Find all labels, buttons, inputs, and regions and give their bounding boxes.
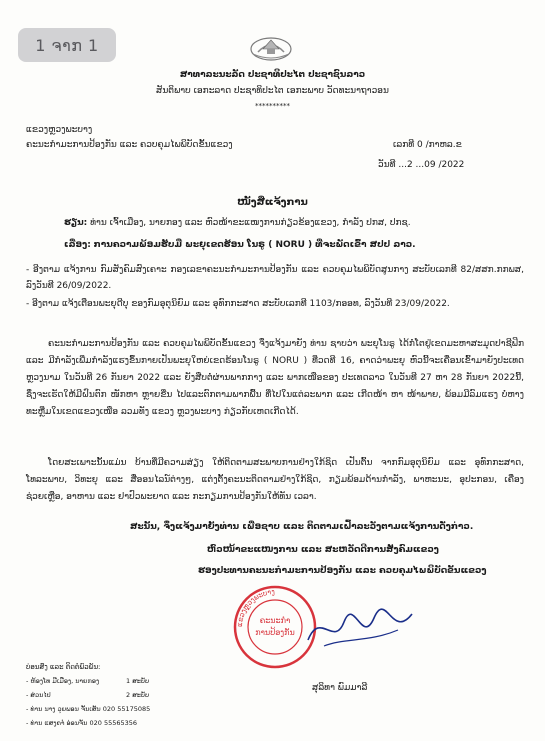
recipient-line — [64, 218, 411, 229]
reference-1: - ອີງຕາມ ແຈ້ງການ ກົມສັງຄົມສົງເຄາະ ກອງເລຂາຄະນະກຳມະການປ້ອງກັນ ແລະ ຄວບຄຸມໄພພິບັດສູນກາງ ສະບັບເລກທີ 82/ສສກ.ກກພສ, ລົງວັນທີ 26/09/2022. — [26, 265, 524, 291]
subject-text: ການຄວາມພ້ອມຮັບມື ພະຍຸເຂດຮ້ອນ ໂນຣູ ( NORU ) ທີ່ຈະພັດເຂົ້າ ສປປ ລາວ. — [93, 240, 416, 250]
document-title: ໜັງສືແຈ້ງການ — [237, 197, 308, 208]
header-motto: ສັນຕິພາບ ເອກະລາດ ປະຊາທິປະໄຕ ເອກະພາບ ວັດທະນາຖາວອນ — [156, 86, 389, 96]
distribution-item: - ສ່ວນໄປ — [26, 691, 51, 699]
signatory-title-2: ຮອງປະທານຄະນະກຳມະການປ້ອງກັນ ແລະ ຄວບຄຸມໄພພິບັດຂັ້ນແຂວງ — [198, 566, 487, 576]
body-paragraph-1: ຄະນະກຳມະການປ້ອງກັນ ແລະ ຄວບຄຸມໄພພິບັດຂັ້ນແຂວງ ຈຶ່ງແຈ້ງມາຍັງ ທ່ານ ຊາບວ່າ ພະຍຸໂນຣູ ໄດ້ກໍ່ໂຕຢູ່ເຂດມະຫາສະມຸດປາຊີຟິກ ແລະ ມີກຳລັງເພີ່ມກຳລັງແຮງຂຶ້ນກາຍເປັນພະຍຸໃຫຍ່ເຂດຮ້ອນໂນຣູ ( NORU ) ທີ່ວດທີ 16, ຄາດວ່າພະຍຸ ຫົວນີ້ຈະເຄື່ອນເຂົ້າມາຍັງປະເທດຫຼວງນາມ ໃນວັນທີ 26 ກັນຍາ 2022 ແລະ ຍັງສືບຕໍ່ຜ່ານພາກກາງ ແລະ ພາກເໜືອຂອງ ປະເທດລາວ ໃນວັນທີ 27 ຫາ 28 ກັນຍາ 2022ນີ້, ຊຶ່ງຈະເຮັດໃຫ້ມີຝົນຕົກ ໜັກຫາ ຫຼາຍຂີ່ນ ໄປແລະຕົກຕາມພາກພື້ນ ທີ່ໄປໃນແຕ່ລະພາກ ແລະ ເກີດໜ້າ ຫາ ໜ້າພາຍ, ພ້ອມມີລົມແຮງ ບໍ່ຫາງທະຫຼີ່ມໃນເຂດແຂວງເໜືອ ລວມທັງ ແຂວງ ຫຼວງພະບາງ ກ່ຽວກັບເຫດເກີດໄດ້. — [26, 339, 524, 417]
page-indicator: 1 ຈາກ 1 — [18, 28, 116, 62]
distribution-item: - ທ່ານ ແສງຄາໍ ອ່ອນຈັນ 020 55565356 — [26, 719, 138, 727]
distribution-item: - ຫ້ອງໂທ ມີເມືອງ, ນາຍກອງ — [26, 677, 100, 685]
header-stars: ********** — [255, 102, 290, 110]
header-country: ສາທາລະນະລັດ ປະຊາທິປະໄຕ ປະຊາຊົນລາວ — [179, 70, 366, 80]
reference-2: - ອີງຕາມ ແຈ້ງເຕືອນພະຍຸດີບຸ ຂອງກົມອຸຕຸນິຍົມ ແລະ ອຸທົກກະສາດ ສະບັບເລກທີ 1103/ກອອທ, ລົງວັນທີ 23/09/2022. — [26, 299, 450, 309]
distribution-item: - ທ່ານ ນາງ ວຸຍພອນ ຈັ້ນເສັນ 020 55175085 — [26, 705, 151, 713]
stamp-ring-text: ແຂວງຫຼວງພະບາງ — [235, 587, 275, 628]
handwritten-signature — [300, 600, 420, 660]
recipient-text: ທ່ານ ເຈົ້າເມືອງ, ນາຍກອງ ແລະ ຫົວໜ້າຂະແໜງການກ່ຽວຂ້ອງແຂວງ, ກຳລັງ ປກສ, ປກຊ. — [90, 218, 411, 228]
subject-label: ເລື່ອງ: — [64, 240, 91, 250]
document-date: ວັນທີ ...2 ...09 /2022 — [378, 160, 465, 170]
body-paragraph-2: ໂດຍສະເພາະນັ້ນແມ່ນ ບ້ານທີ່ມີຄວາມສ່ຽງ ໃຫ້ຕິດຕາມສະພາບການຢ່າງໃກ້ຊິດ ເປັນຕົ້ນ ຈາກກົມອຸຕຸນິຍົມ ແລະ ອຸທົກກະສາດ, ໂທລະພາບ, ວິທະຍຸ ແລະ ສື່ອອນໄລນ໌ຕ່າງໆ, ແຕ່ງຕັ້ງຄະນະຕິດຕາມຢ່າງໃກ້ຊິດ, ກຽມພ້ອມດ້ານກຳລັງ, ພາຫະນະ, ອຸປະກອນ, ເຄື່ອງຊ່ວຍເຫຼືອ, ອາຫານ ແລະ ຢາປົວພະຍາດ ແລະ ກະກຽມການປ້ອງກັນໃຫ້ທັນ ເວລາ. — [26, 458, 524, 502]
stamp-center-1: ຄະນະກຳ — [259, 616, 291, 625]
subject-line — [64, 240, 416, 251]
national-emblem-icon — [248, 32, 294, 62]
org-committee: ຄະນະກຳມະການປ້ອງກັນ ແລະ ຄວບຄຸມໄພພິບັດຂັ້ນແຂວງ — [26, 140, 233, 150]
signatory-name: ສຸລິທາ ພົມມາລີ — [312, 683, 368, 693]
distribution-item-copies: 1 ສະບັບ — [126, 677, 150, 685]
stamp-center-2: ການປ້ອງກັນ — [255, 628, 295, 637]
distribution-title: ບ່ອນສົ່ງ ແລະ ຕິດຕໍ່ພົວພັນ: — [26, 663, 101, 671]
distribution-item-copies: 2 ສະບັບ — [126, 691, 150, 699]
closing-line: ສະນັ້ນ, ຈຶ່ງແຈ້ງມາຍັງທ່ານ ເພື່ອຊາບ ແລະ ຕິດຕາມເຝົ້າລະວັງຕາມແຈ້ງການດັ່ງກ່າວ. — [130, 522, 474, 532]
signatory-title-1: ຫົວໜ້າຂະແໜງການ ແລະ ສະຫວັດດີການສັງຄົມແຂວງ — [207, 545, 439, 555]
org-province: ແຂວງຫຼວງພະບາງ — [26, 125, 93, 135]
recipient-label: ຮຽນ: — [64, 218, 88, 228]
reference-number: ເລກທີ 0 /ກາຫລ.ຂ — [393, 140, 462, 150]
